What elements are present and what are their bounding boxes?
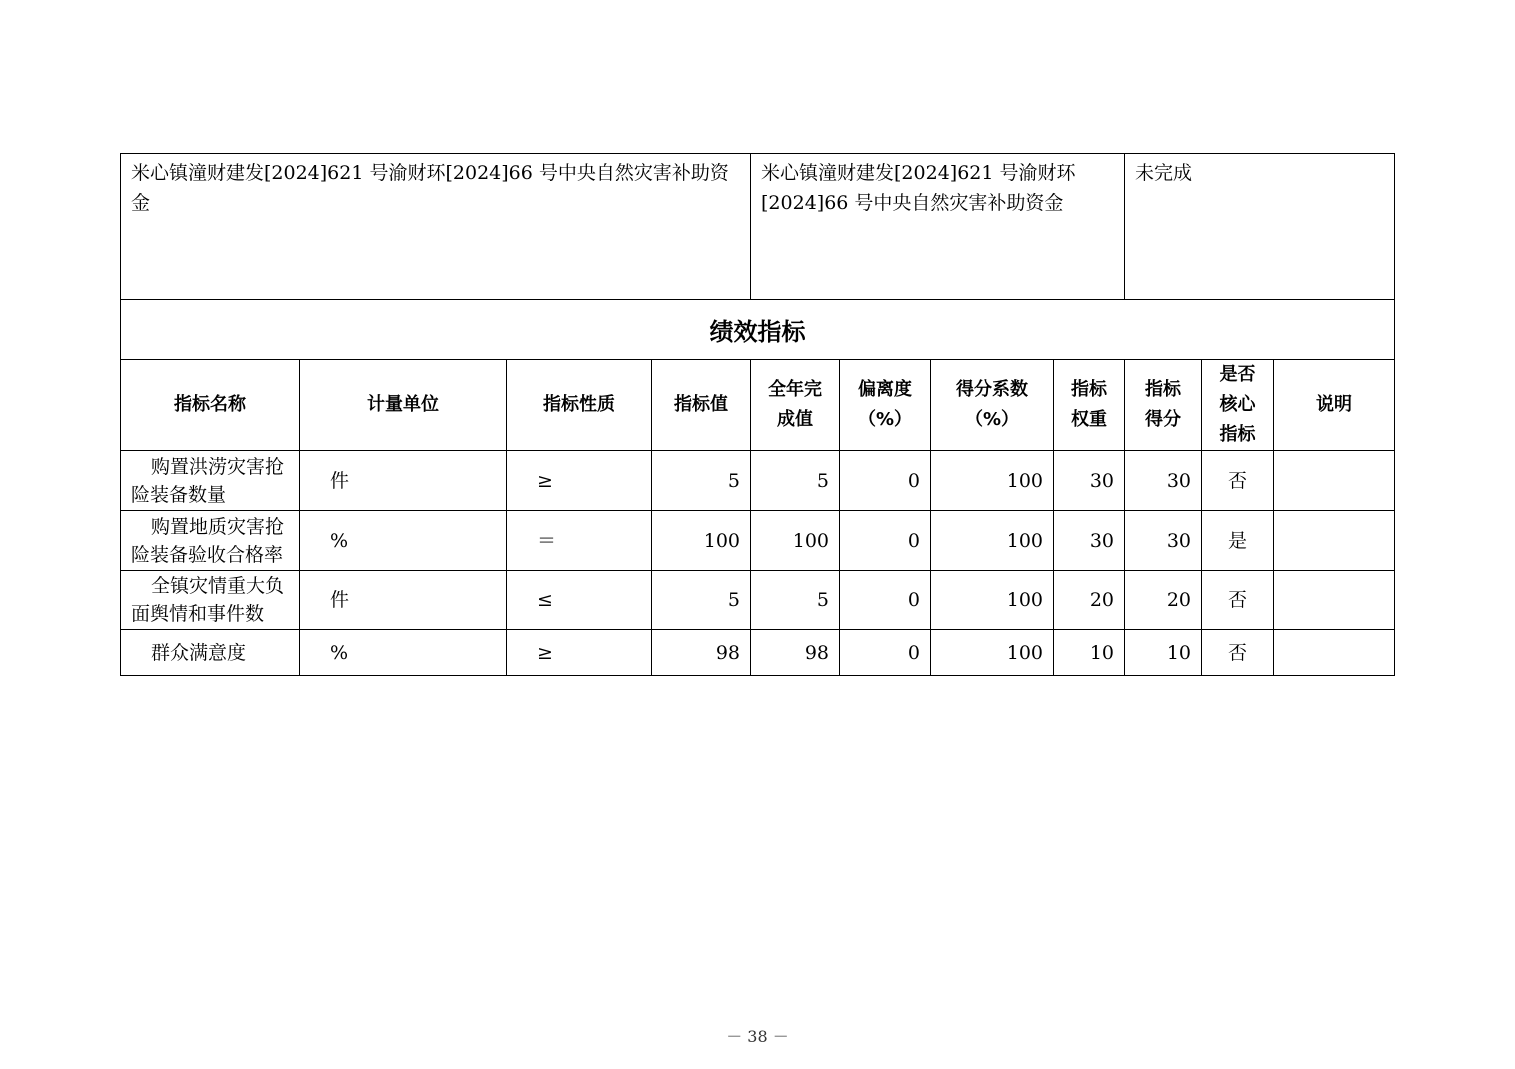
row-score: 30 [1125,511,1202,571]
header-coef: 得分系数 （%） [931,360,1054,451]
fund-status-cell: 未完成 [1125,154,1395,300]
section-title-row [121,300,1395,360]
row-weight: 30 [1054,451,1125,511]
header-row [121,360,1395,451]
header-unit: 计量单位 [300,360,507,451]
row-weight: 20 [1054,571,1125,630]
row-name: 购置地质灾害抢险装备验收合格率 [121,511,300,571]
row-nature: ＝ [507,511,652,571]
row-name: 全镇灾情重大负面舆情和事件数 [121,571,300,630]
row-unit: % [300,511,507,571]
row-annual: 100 [751,511,840,571]
row-core: 否 [1202,451,1274,511]
row-note [1274,571,1395,630]
table-row [121,451,1395,511]
section-title: 绩效指标 [121,300,1395,360]
header-nature: 指标性质 [507,360,652,451]
row-score: 20 [1125,571,1202,630]
row-value: 5 [652,451,751,511]
row-deviation: 0 [840,511,931,571]
row-note [1274,451,1395,511]
header-annual: 全年完 成值 [751,360,840,451]
row-annual: 5 [751,451,840,511]
header-score: 指标 得分 [1125,360,1202,451]
header-name: 指标名称 [121,360,300,451]
header-core: 是否 核心 指标 [1202,360,1274,451]
row-score: 30 [1125,451,1202,511]
row-note [1274,630,1395,676]
row-coef: 100 [931,451,1054,511]
row-coef: 100 [931,511,1054,571]
header-deviation: 偏离度 （%） [840,360,931,451]
table-row [121,571,1395,630]
row-deviation: 0 [840,630,931,676]
row-coef: 100 [931,630,1054,676]
row-nature: ≥ [507,630,652,676]
fund-source-cell: 米心镇潼财建发[2024]621 号渝财环[2024]66 号中央自然灾害补助资金 [121,154,751,300]
row-unit: 件 [300,451,507,511]
row-nature: ≥ [507,451,652,511]
table-row [121,511,1395,571]
table-row [121,630,1395,676]
header-weight: 指标 权重 [1054,360,1125,451]
row-unit: % [300,630,507,676]
row-core: 否 [1202,571,1274,630]
row-core: 否 [1202,630,1274,676]
fund-project-cell: 米心镇潼财建发[2024]621 号渝财环[2024]66 号中央自然灾害补助资金 [751,154,1125,300]
row-annual: 5 [751,571,840,630]
performance-table [120,153,1395,676]
row-value: 5 [652,571,751,630]
row-deviation: 0 [840,451,931,511]
fund-row [121,154,1395,300]
row-annual: 98 [751,630,840,676]
row-coef: 100 [931,571,1054,630]
row-note [1274,511,1395,571]
row-unit: 件 [300,571,507,630]
row-weight: 10 [1054,630,1125,676]
page-number: － 38 － [726,1027,789,1046]
row-nature: ≤ [507,571,652,630]
row-value: 100 [652,511,751,571]
header-value: 指标值 [652,360,751,451]
row-name: 群众满意度 [121,630,300,676]
header-note: 说明 [1274,360,1395,451]
row-score: 10 [1125,630,1202,676]
row-weight: 30 [1054,511,1125,571]
row-value: 98 [652,630,751,676]
row-name: 购置洪涝灾害抢险装备数量 [121,451,300,511]
row-core: 是 [1202,511,1274,571]
row-deviation: 0 [840,571,931,630]
